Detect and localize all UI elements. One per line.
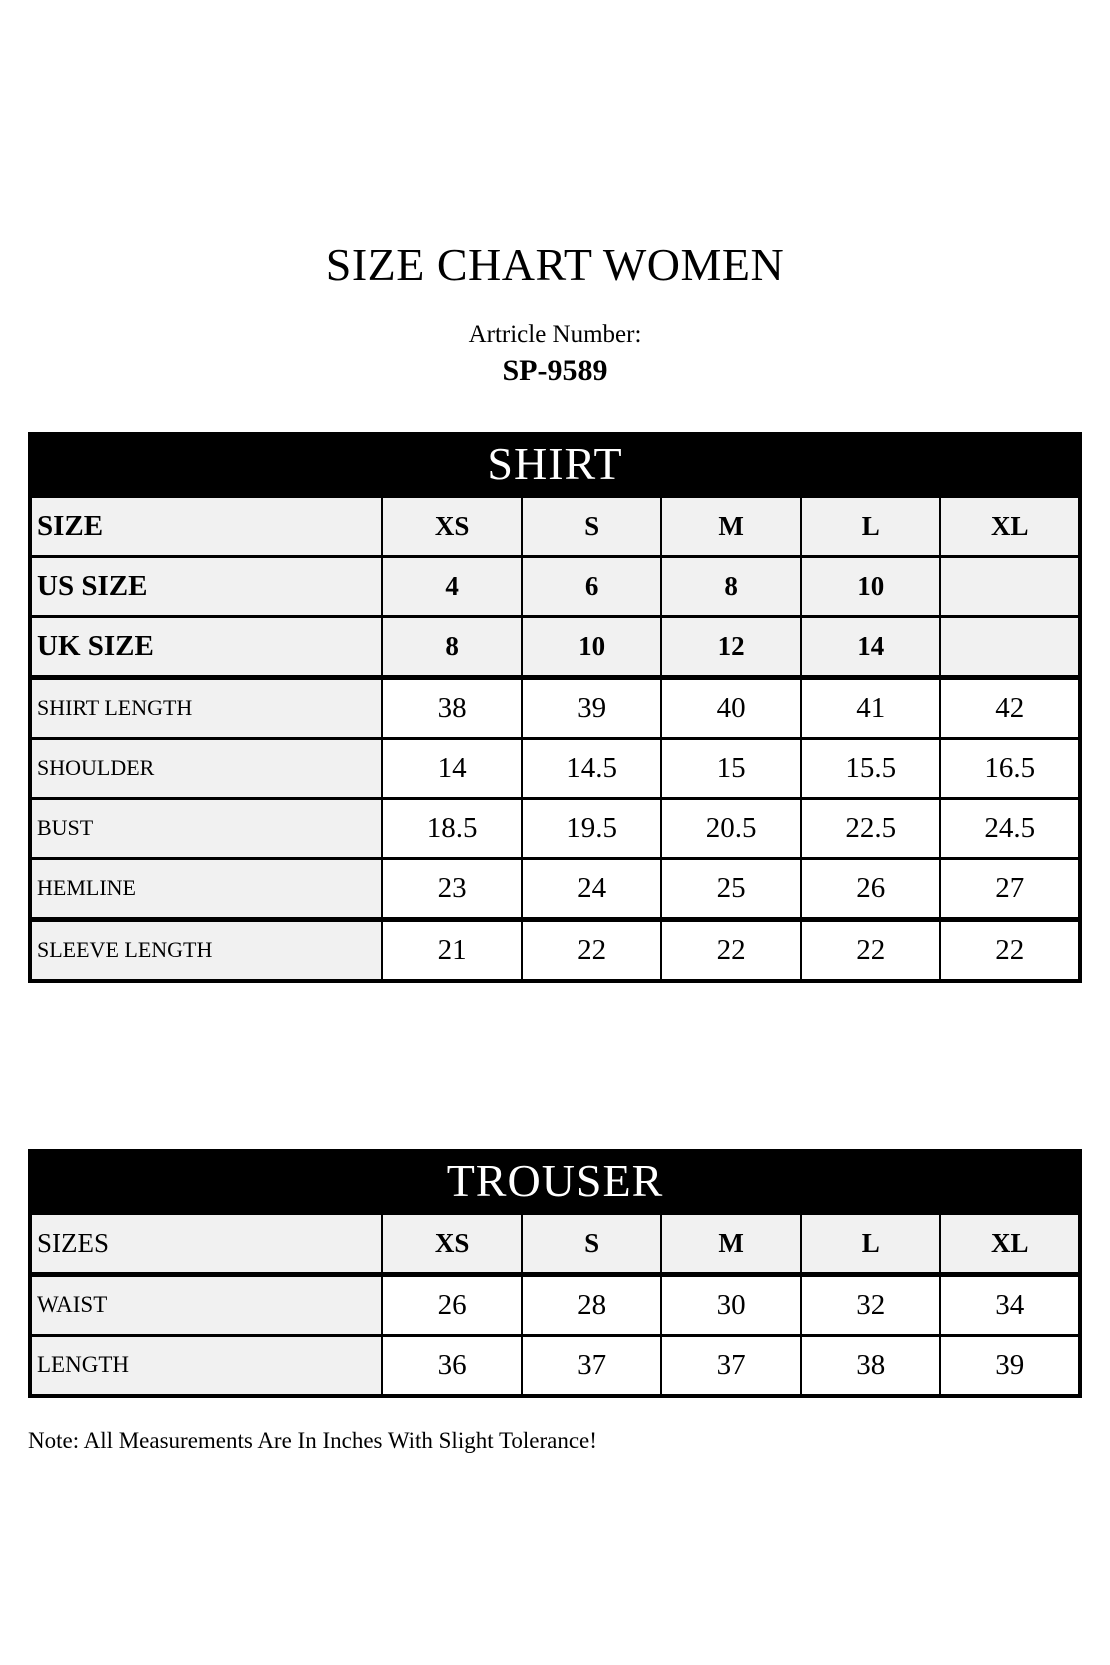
table-row bbox=[30, 556, 1080, 616]
table-row bbox=[30, 858, 1080, 919]
row-label: UK SIZE bbox=[30, 616, 382, 677]
size-value-cell: 16.5 bbox=[940, 738, 1080, 798]
size-value-cell: 22 bbox=[661, 919, 801, 981]
row-label: SHIRT LENGTH bbox=[30, 677, 382, 738]
measurement-note: Note: All Measurements Are In Inches With Slight Tolerance! bbox=[28, 1427, 597, 1453]
row-label: LENGTH bbox=[30, 1335, 382, 1396]
size-value-cell: 14 bbox=[382, 738, 522, 798]
trouser-table-title: TROUSER bbox=[28, 1149, 1082, 1211]
size-value-cell: XL bbox=[940, 496, 1080, 557]
size-value-cell: 18.5 bbox=[382, 798, 522, 858]
size-value-cell: 12 bbox=[661, 616, 801, 677]
size-value-cell: 20.5 bbox=[661, 798, 801, 858]
size-value-cell: 19.5 bbox=[522, 798, 662, 858]
trouser-size-table bbox=[28, 1149, 1082, 1398]
row-label: WAIST bbox=[30, 1274, 382, 1335]
size-value-cell: 15 bbox=[661, 738, 801, 798]
size-value-cell: 8 bbox=[661, 556, 801, 616]
size-value-cell: 26 bbox=[382, 1274, 522, 1335]
size-value-cell: 38 bbox=[382, 677, 522, 738]
size-value-cell bbox=[940, 556, 1080, 616]
size-value-cell: 21 bbox=[382, 919, 522, 981]
table-row bbox=[30, 919, 1080, 981]
size-value-cell: 22 bbox=[940, 919, 1080, 981]
size-value-cell: 41 bbox=[801, 677, 941, 738]
size-value-cell: 10 bbox=[522, 616, 662, 677]
size-value-cell: 42 bbox=[940, 677, 1080, 738]
size-value-cell: 27 bbox=[940, 858, 1080, 919]
size-value-cell: 24 bbox=[522, 858, 662, 919]
size-value-cell: 28 bbox=[522, 1274, 662, 1335]
size-value-cell: 34 bbox=[940, 1274, 1080, 1335]
row-label: BUST bbox=[30, 798, 382, 858]
size-value-cell: M bbox=[661, 1213, 801, 1275]
size-value-cell: 32 bbox=[801, 1274, 941, 1335]
size-value-cell: 37 bbox=[522, 1335, 662, 1396]
table-row bbox=[30, 616, 1080, 677]
size-value-cell: XS bbox=[382, 1213, 522, 1275]
size-value-cell: 38 bbox=[801, 1335, 941, 1396]
size-value-cell: 14 bbox=[801, 616, 941, 677]
size-value-cell: L bbox=[801, 1213, 941, 1275]
size-value-cell: 26 bbox=[801, 858, 941, 919]
row-label: US SIZE bbox=[30, 556, 382, 616]
size-value-cell: 15.5 bbox=[801, 738, 941, 798]
row-label: SIZES bbox=[30, 1213, 382, 1275]
size-value-cell: M bbox=[661, 496, 801, 557]
size-value-cell: 10 bbox=[801, 556, 941, 616]
table-row bbox=[30, 677, 1080, 738]
size-value-cell: 37 bbox=[661, 1335, 801, 1396]
size-value-cell: 36 bbox=[382, 1335, 522, 1396]
size-value-cell: 39 bbox=[940, 1335, 1080, 1396]
row-label: HEMLINE bbox=[30, 858, 382, 919]
shirt-table-title: SHIRT bbox=[28, 432, 1082, 494]
table-row bbox=[30, 738, 1080, 798]
page-title: SIZE CHART WOMEN bbox=[325, 239, 785, 290]
size-value-cell: 22 bbox=[801, 919, 941, 981]
size-value-cell bbox=[940, 616, 1080, 677]
article-number-value: SP-9589 bbox=[502, 353, 608, 387]
size-value-cell: S bbox=[522, 496, 662, 557]
article-number-label: Artricle Number: bbox=[468, 320, 642, 348]
table-row bbox=[30, 1274, 1080, 1335]
size-value-cell: L bbox=[801, 496, 941, 557]
table-row bbox=[30, 1335, 1080, 1396]
size-value-cell: XL bbox=[940, 1213, 1080, 1275]
size-value-cell: 23 bbox=[382, 858, 522, 919]
table-row bbox=[30, 798, 1080, 858]
size-value-cell: 14.5 bbox=[522, 738, 662, 798]
size-value-cell: XS bbox=[382, 496, 522, 557]
size-value-cell: 22.5 bbox=[801, 798, 941, 858]
size-value-cell: 22 bbox=[522, 919, 662, 981]
size-value-cell: 24.5 bbox=[940, 798, 1080, 858]
row-label: SLEEVE LENGTH bbox=[30, 919, 382, 981]
shirt-table-grid bbox=[28, 494, 1082, 983]
size-value-cell: S bbox=[522, 1213, 662, 1275]
trouser-table-grid bbox=[28, 1211, 1082, 1398]
row-label: SHOULDER bbox=[30, 738, 382, 798]
size-value-cell: 6 bbox=[522, 556, 662, 616]
shirt-size-table bbox=[28, 432, 1082, 983]
size-value-cell: 40 bbox=[661, 677, 801, 738]
row-label: SIZE bbox=[30, 496, 382, 557]
size-value-cell: 39 bbox=[522, 677, 662, 738]
size-value-cell: 30 bbox=[661, 1274, 801, 1335]
size-value-cell: 8 bbox=[382, 616, 522, 677]
table-row bbox=[30, 496, 1080, 557]
size-value-cell: 4 bbox=[382, 556, 522, 616]
size-value-cell: 25 bbox=[661, 858, 801, 919]
table-row bbox=[30, 1213, 1080, 1275]
